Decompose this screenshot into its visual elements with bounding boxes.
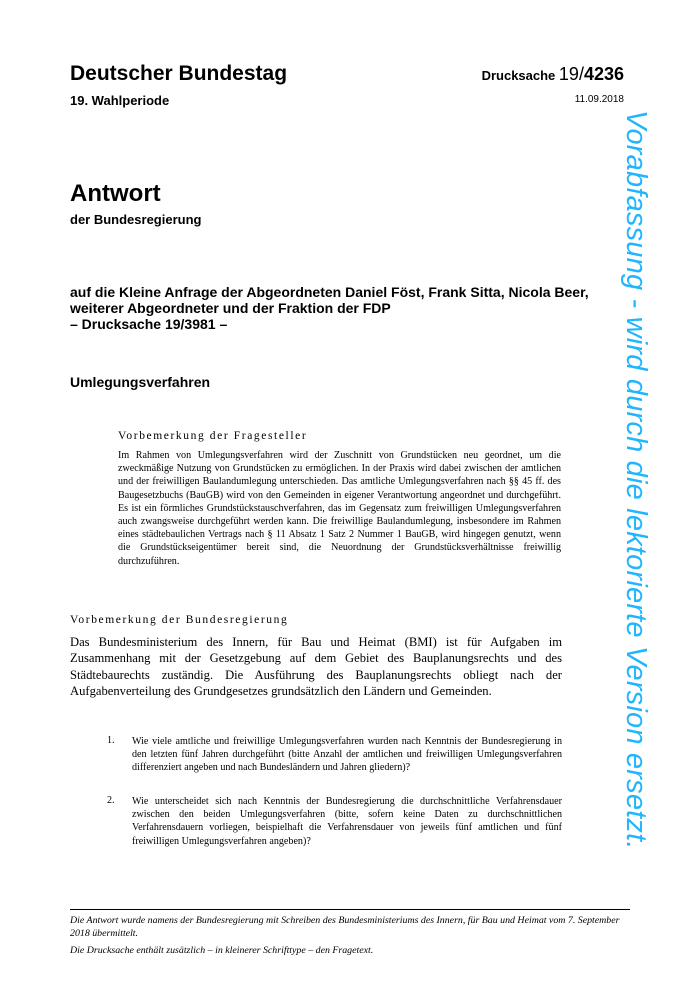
government-preface-title: Vorbemerkung der Bundesregierung — [70, 614, 289, 626]
drucksache-number — [559, 64, 624, 84]
question-text: Wie unterscheidet sich nach Kenntnis der Bundesregierung die durchschnittliche Verfahrensdauer zwischen den beiden Umlegungsverfahren (bitte, sofern keine Daten zu durchschnittlichen Verfahrensdauern vorliegen, beispielhaft die Verfahrensdauer von jeweils fünf amtlichen und fünf freiwilligen Umlegungsverfahren angeben)? — [132, 796, 562, 847]
draft-watermark: Vorabfassung - wird durch die lektorierte Version ersetzt. — [620, 110, 652, 850]
footer-note-small-print: Die Drucksache enthält zusätzlich – in kleinerer Schrifttype – den Fragetext. — [70, 945, 374, 956]
question-number: 2. — [107, 795, 115, 806]
drucksache-label: Drucksache — [481, 68, 556, 83]
question-text: Wie viele amtliche und freiwillige Umlegungsverfahren wurden nach Kenntnis der Bundesregierung in den letzten fünf Jahren durchgeführt (bitte Anzahl der amtlichen und freiwilligen Umlegungsverfahren differenziert angeben und nach Bundesländern und Jahren gliedern)? — [132, 736, 562, 774]
publication-date: 11.09.2018 — [574, 94, 624, 105]
drucksache-number-bold: 4236 — [583, 64, 624, 84]
footer-divider — [70, 909, 630, 910]
inquiry-reference — [70, 284, 630, 332]
document-type: Antwort — [70, 180, 161, 207]
questioner-preface-title: Vorbemerkung der Fragesteller — [118, 430, 308, 442]
questioner-preface-text: Im Rahmen von Umlegungsverfahren wird der Zuschnitt von Grundstücken neu geordnet, um die zweckmäßige Nutzung von Grundstücken zu ermöglichen. In der Praxis wird dabei zwischen der amtlichen und der freiwilligen Baulandumlegung unterschieden. Das amtliche Umlegungsverfahren nach §§ 45 ff. des Baugesetzbuchs (BauGB) wird von den Gemeinden in eigener Verantwortung angeordnet und durchgeführt. Es ist ein förmliches Grundstückstauschverfahren, das im Gegensatz zum freiwilligen Umlegungsverfahren auch zwangsweise durchgeführt werden kann. Die freiwillige Baulandumlegung, insbesondere im Rahmen eines städtebaulichen Vertrags nach § 11 Absatz 1 Satz 2 Nummer 1 BauGB, wird hingegen genutzt, wenn die Grundstückseigentümer bereit sind, die Neuordnung der Grundstücksverhältnisse freiwillig durchzuführen. — [118, 450, 561, 567]
election-period: 19. Wahlperiode — [70, 93, 170, 108]
question-number: 1. — [107, 735, 115, 746]
topic-heading: Umlegungsverfahren — [70, 374, 211, 390]
institution-name: Deutscher Bundestag — [70, 62, 288, 85]
inquiry-line-3: – Drucksache 19/3981 – — [70, 316, 228, 332]
inquiry-line-1: auf die Kleine Anfrage der Abgeordneten Daniel Föst, Frank Sitta, Nicola Beer, — [70, 284, 589, 300]
document-subtitle: der Bundesregierung — [70, 212, 202, 227]
inquiry-line-2: weiterer Abgeordneter und der Fraktion der FDP — [70, 300, 391, 316]
drucksache-id — [482, 64, 624, 85]
drucksache-prefix: 19/ — [558, 64, 584, 84]
footer-note: Die Antwort wurde namens der Bundesregierung mit Schreiben des Bundesministeriums des Innern, für Bau und Heimat vom 7. September 2018 übermittelt. — [70, 915, 620, 939]
government-preface-text: Das Bundesministerium des Innern, für Bau und Heimat (BMI) ist für Aufgaben im Zusammenhang mit der Gesetzgebung auf dem Gebiet des Bauplanungsrechts und des Städtebaurechts zuständig. Die Ausführung des Bauplanungsrechts obliegt nach der Aufgabenverteilung des Grundgesetzes grundsätzlich den Ländern und Gemeinden. — [70, 635, 562, 698]
